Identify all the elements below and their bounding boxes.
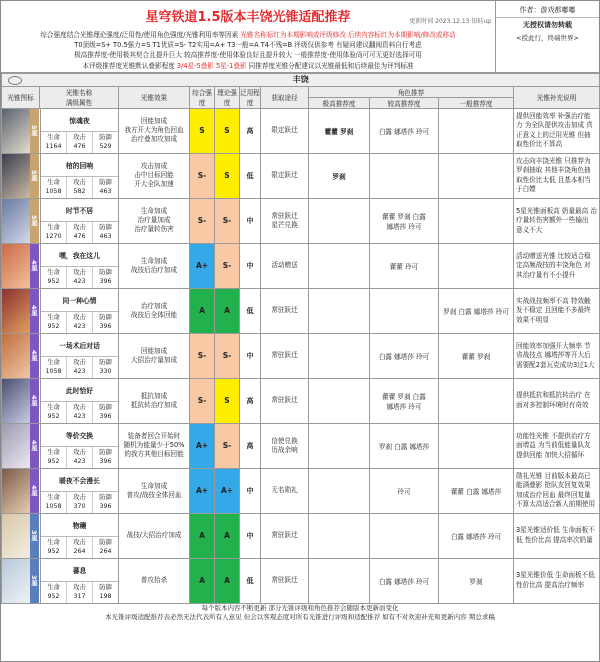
stat-atk: 370 — [73, 503, 86, 511]
footer-line-1: 每个版本内容不断更新 部分光锥评级和角色推荐会随版本更新而变化 — [201, 603, 399, 612]
cone-icon-cell — [2, 108, 119, 153]
rarity-badge: 4星 — [30, 469, 39, 513]
cone-note: 提供回能效率 补强治疗能力 为全队提供攻击加成 真正意义上的泛用光锥 但抽取性价比不算高 — [514, 108, 600, 153]
usage-level: 高 — [240, 378, 261, 423]
obtain-method: 限定跃迁 — [261, 153, 309, 198]
cone-icon — [2, 244, 40, 288]
cone-stats: 生命 1270 攻击 476 防御 463 — [41, 222, 118, 243]
col-obtain: 获取途径 — [261, 86, 309, 108]
stat-hp: 1058 — [45, 188, 62, 196]
usage-level: 中 — [240, 198, 261, 243]
cone-note: 勋礼光锥 目前版本最高已能满叠影 抢队友回复效果 加成治疗回血 最终回复量不算太高适合新人前期使用 — [514, 468, 600, 513]
overall-rating: A+ — [190, 468, 215, 513]
stat-hp: 952 — [47, 323, 60, 331]
stat-atk: 423 — [73, 323, 86, 331]
overall-rating: A+ — [190, 243, 215, 288]
usage-level: 高 — [240, 423, 261, 468]
author-slogan: <授此行，终端世界> — [516, 34, 579, 42]
cone-icon-cell — [2, 468, 119, 513]
note-line-4: 本评级推荐度光锥默认叠影程度 3/4星-5叠影 5星-1叠影 同推荐度光锥分配建议以光锥最低和后续最佳为评判标准 — [82, 61, 414, 70]
cone-stats: 生命 952 攻击 423 防御 396 — [41, 267, 118, 288]
stat-def: 198 — [99, 593, 112, 601]
stat-def: 396 — [99, 458, 112, 466]
cone-note: 3星光锥适价低 生命面板不低 性价比高 提高率次奶量 — [514, 513, 600, 558]
obtain-method: 常驻跃迁 — [261, 333, 309, 378]
theory-rating: A — [215, 288, 240, 333]
rec-mid: 藿藿 玲可 — [370, 243, 439, 288]
footer — [1, 604, 599, 622]
cone-art — [2, 289, 30, 333]
cone-art — [2, 109, 30, 153]
cone-art — [2, 379, 30, 423]
stat-def: 264 — [99, 548, 112, 556]
copyright-label: 无授权请勿转载 — [523, 21, 572, 29]
table-row — [2, 108, 600, 153]
rating-notes — [1, 29, 495, 72]
rarity-badge: 5星 — [30, 154, 39, 198]
stat-atk: 582 — [73, 188, 86, 196]
cone-stats: 生命 1058 攻击 423 防御 330 — [41, 357, 118, 378]
usage-level: 中 — [240, 513, 261, 558]
rec-low: 藿藿 罗刹 — [439, 333, 514, 378]
stat-def: 396 — [99, 278, 112, 286]
stat-atk: 423 — [73, 413, 86, 421]
cone-art — [2, 334, 30, 378]
table-row — [2, 558, 600, 603]
cone-icon-cell — [2, 288, 119, 333]
overall-rating: S- — [190, 198, 215, 243]
theory-rating: S- — [215, 333, 240, 378]
col-usage: 泛用程度 — [240, 86, 261, 108]
rec-mid: 白露 娜塔莎 玲可 — [370, 558, 439, 603]
rec-low — [439, 243, 514, 288]
cone-icon-cell — [2, 243, 119, 288]
theory-rating: S — [215, 108, 240, 153]
overall-rating: A — [190, 288, 215, 333]
rec-mid: 藿藿 罗刹 白露 娜塔莎 玲可 — [370, 198, 439, 243]
usage-level: 低 — [240, 153, 261, 198]
usage-level: 高 — [240, 108, 261, 153]
rarity-badge: 3星 — [30, 514, 39, 558]
stat-def: 396 — [99, 413, 112, 421]
header — [1, 1, 599, 73]
stat-hp: 1058 — [45, 368, 62, 376]
theory-rating: S — [215, 153, 240, 198]
rec-low: 白露 娜塔莎 玲可 — [439, 513, 514, 558]
page-title: 星穹铁道1.5版本丰饶光锥适配推荐 — [145, 9, 351, 25]
stat-hp: 1270 — [45, 233, 62, 241]
rec-high — [309, 468, 370, 513]
cone-note: 提供抵抗和抵抗转治疗 在面对多控制环境时有奇效 — [514, 378, 600, 423]
cone-effect: 攻击加成 击中目标回能 开大全队加速 — [119, 153, 190, 198]
stat-atk: 423 — [73, 368, 86, 376]
rec-low — [439, 153, 514, 198]
cone-name: 时节不居 — [41, 199, 118, 222]
cone-icon-cell — [2, 378, 119, 423]
cone-stats: 生命 1058 攻击 582 防御 463 — [41, 177, 118, 198]
note-line-1: 综合强度结合光锥理论强度/泛用性/使用角色强度/光锥利用率等因素 光锥名称标红为本期影响或评级修改 后续内容标红为本期影响/修改或移动 — [40, 31, 456, 39]
cone-art — [2, 469, 30, 513]
rec-low — [439, 378, 514, 423]
cone-icon — [2, 379, 40, 423]
obtain-method: 限定跃迁 — [261, 108, 309, 153]
overall-rating: S- — [190, 378, 215, 423]
rec-low — [439, 108, 514, 153]
rec-low — [439, 198, 514, 243]
stat-def: 396 — [99, 503, 112, 511]
cone-note: 3星光锥价低 生命面板不低 性价比高 提高治疗频率 — [514, 558, 600, 603]
col-recommend: 角色推荐 — [309, 86, 514, 97]
usage-level: 低 — [240, 558, 261, 603]
cone-note: 实战战技频率不高 特效触发不稳定 且回能不多最终效果不明显 — [514, 288, 600, 333]
rec-mid: 玲可 — [370, 468, 439, 513]
stat-def: 396 — [99, 323, 112, 331]
table-row — [2, 198, 600, 243]
cone-name: 等价交换 — [41, 424, 118, 447]
stat-hp: 952 — [47, 413, 60, 421]
cone-art — [2, 154, 30, 198]
stat-def: 529 — [99, 143, 112, 151]
cone-art — [2, 199, 30, 243]
rarity-badge: 4星 — [30, 379, 39, 423]
path-logo-icon — [8, 76, 22, 85]
rec-mid: 藿藿 罗刹 白露 娜塔莎 玲可 — [370, 378, 439, 423]
rec-mid: 白露 娜塔莎 玲可 — [370, 333, 439, 378]
cone-name: 惊魂夜 — [41, 109, 118, 132]
overall-rating: S- — [190, 333, 215, 378]
rec-high — [309, 243, 370, 288]
obtain-method: 无名勋礼 — [261, 468, 309, 513]
col-high: 极高推荐度 — [309, 97, 370, 108]
cone-art — [2, 244, 30, 288]
stat-def: 463 — [99, 233, 112, 241]
rec-low: 罗刹 — [439, 558, 514, 603]
cone-icon — [2, 334, 40, 378]
section-row — [2, 73, 600, 86]
overall-rating: A — [190, 558, 215, 603]
cone-icon — [2, 199, 40, 243]
cone-icon — [2, 469, 40, 513]
cone-name: 同一种心情 — [41, 289, 118, 312]
theory-rating: S — [215, 378, 240, 423]
rec-high — [309, 333, 370, 378]
table-row — [2, 378, 600, 423]
theory-rating: S- — [215, 198, 240, 243]
cone-effect: 装备者回合开始时 随机为能量少于50% 的我方其他目标回能 — [119, 423, 190, 468]
col-note: 光锥补充说明 — [514, 86, 600, 108]
overall-rating: A+ — [190, 423, 215, 468]
stat-atk: 476 — [73, 233, 86, 241]
stat-atk: 264 — [73, 548, 86, 556]
stat-atk: 317 — [73, 593, 86, 601]
col-name: 光锥名称 满级属性 — [40, 86, 119, 108]
rec-high — [309, 198, 370, 243]
cone-name: 物穰 — [41, 514, 118, 537]
footer-line-2: 本光锥评级适配推荐表必然无法代表所有人意见 但会以客观态度对所有光锥进行评级和适配推荐 如有不对欢迎补充和更新内容 期总求稿 — [105, 612, 495, 621]
title-bar — [1, 1, 495, 29]
cone-icon-cell — [2, 558, 119, 603]
rarity-badge: 4星 — [30, 424, 39, 468]
cone-icon — [2, 559, 40, 603]
cone-icon-cell — [2, 333, 119, 378]
header-row — [2, 86, 600, 97]
theory-rating: A — [215, 558, 240, 603]
cone-effect: 普攻抬杀 — [119, 558, 190, 603]
obtain-method: 信使兑换 历战余响 — [261, 423, 309, 468]
cone-name: 一场术后对话 — [41, 334, 118, 357]
table-row — [2, 423, 600, 468]
header-main — [1, 1, 496, 72]
cone-icon — [2, 109, 40, 153]
theory-rating: A+ — [215, 468, 240, 513]
stat-hp: 952 — [47, 458, 60, 466]
cone-stats: 生命 1058 攻击 370 防御 396 — [41, 492, 118, 513]
note-line-2: T0顶级=S+ T0.5强力=S T1优质=S- T2实用=A+ T3一般=A T4不残=B 评级仅供参考 有疑问建议翻阅资料自行考虑 — [74, 41, 422, 50]
stat-def: 463 — [99, 188, 112, 196]
usage-level: 中 — [240, 243, 261, 288]
cone-effect: 生命加成 普攻/战技全体回血 — [119, 468, 190, 513]
cone-effect: 生命加成 治疗量加成 治疗量转伤害 — [119, 198, 190, 243]
stat-hp: 952 — [47, 548, 60, 556]
rec-mid — [370, 288, 439, 333]
table-row — [2, 468, 600, 513]
col-mid: 较高推荐度 — [370, 97, 439, 108]
rec-high — [309, 423, 370, 468]
cone-art — [2, 559, 30, 603]
cone-effect: 生命加成 战技后治疗加成 — [119, 243, 190, 288]
cone-stats: 生命 952 攻击 264 防御 264 — [41, 537, 118, 558]
cone-icon — [2, 289, 40, 333]
usage-level: 中 — [240, 333, 261, 378]
note-line-3: 极高推荐度-使用极其契合且提升巨大 较高推荐度-使用体验良好且提升较大 一般推荐度-使用体验尚可可无更好选择可用 — [74, 51, 422, 60]
table-row — [2, 333, 600, 378]
col-theory: 理论强度 — [215, 86, 240, 108]
cone-stats: 生命 952 攻击 423 防御 396 — [41, 402, 118, 423]
cone-stats: 生命 952 攻击 317 防御 198 — [41, 582, 118, 603]
cone-icon — [2, 154, 40, 198]
table-row — [2, 153, 600, 198]
cone-name: 暖夜不会漫长 — [41, 469, 118, 492]
rec-mid: 罗刹 白露 娜塔莎 — [370, 423, 439, 468]
stat-def: 330 — [99, 368, 112, 376]
rec-low: 藿藿 白露 娜塔莎 — [439, 468, 514, 513]
cone-stats: 生命 952 攻击 423 防御 396 — [41, 447, 118, 468]
cone-name: 此时恰好 — [41, 379, 118, 402]
cone-effect: 回能加成 大招治疗量加成 — [119, 333, 190, 378]
stat-hp: 952 — [47, 593, 60, 601]
cone-icon — [2, 514, 40, 558]
cone-art — [2, 424, 30, 468]
rarity-badge: 5星 — [30, 109, 39, 153]
rarity-badge: 5星 — [30, 199, 39, 243]
rec-low — [439, 423, 514, 468]
col-icon: 光锥图标 — [2, 86, 40, 108]
obtain-method: 常驻跃迁 — [261, 288, 309, 333]
table-row — [2, 243, 600, 288]
rarity-badge: 4星 — [30, 244, 39, 288]
rec-mid — [370, 153, 439, 198]
col-overall: 综合强度 — [190, 86, 215, 108]
theory-rating: S- — [215, 423, 240, 468]
cone-name: 嘿，我在这儿 — [41, 244, 118, 267]
table-row — [2, 288, 600, 333]
cone-note: 攻击向丰饶光锥 只推荐为罗刹抽取 其他丰饶角色抽取性价比太低 且基本相当于白嫖 — [514, 153, 600, 198]
cone-note: 功能性光锥 不提供治疗方面增益 为当前低能量队友提供回能 加快大招循环 — [514, 423, 600, 468]
theory-rating: S- — [215, 243, 240, 288]
cone-effect: 抵抗加成 抵抗转治疗加成 — [119, 378, 190, 423]
rec-high — [309, 558, 370, 603]
obtain-method: 活动赠送 — [261, 243, 309, 288]
col-effect: 光锥效果 — [119, 86, 190, 108]
rarity-badge: 4星 — [30, 289, 39, 333]
usage-level: 中 — [240, 468, 261, 513]
cone-effect: 回能加成 我方开大为角色回血 治疗叠加攻加成 — [119, 108, 190, 153]
cone-note: 活动赠送光锥 比较适合稳定高频战技的丰饶角色 对其治疗量有不小提升 — [514, 243, 600, 288]
cone-icon-cell — [2, 198, 119, 243]
cone-art — [2, 514, 30, 558]
rec-mid — [370, 513, 439, 558]
rarity-badge: 4星 — [30, 334, 39, 378]
stat-hp: 952 — [47, 278, 60, 286]
rec-high — [309, 513, 370, 558]
rec-mid: 白露 娜塔莎 玲可 — [370, 108, 439, 153]
overall-rating: A — [190, 513, 215, 558]
rec-high — [309, 378, 370, 423]
usage-level: 低 — [240, 288, 261, 333]
update-date: 更新时间 2023.12.13 银蛙up — [409, 18, 491, 25]
cone-note: 回能效率加强开大频率 节省战技点 娜塔莎等开大后需要配2套瓦克成功3过1大 — [514, 333, 600, 378]
rec-high: 藿藿 罗刹 — [309, 108, 370, 153]
rarity-badge: 3星 — [30, 559, 39, 603]
cone-note: 5星光锥面板高 奶量最高 治疗量转伤害额外一些输出 意义不大 — [514, 198, 600, 243]
cone-effect: 战技/大招治疗加成 — [119, 513, 190, 558]
cone-icon-cell — [2, 513, 119, 558]
cone-icon-cell — [2, 153, 119, 198]
obtain-method: 常驻跃迁 — [261, 513, 309, 558]
cone-icon — [2, 424, 40, 468]
col-low: 一般推荐度 — [439, 97, 514, 108]
rec-low: 罗刹 白露 娜塔莎 玲可 — [439, 288, 514, 333]
author-box — [496, 1, 599, 72]
stat-hp: 1058 — [45, 503, 62, 511]
stat-hp: 1164 — [45, 143, 62, 151]
author-label: 作者：游戏都嘟嘟 — [496, 1, 599, 18]
cone-table — [1, 73, 600, 604]
cone-effect: 治疗加成 战技后全体回能 — [119, 288, 190, 333]
stat-atk: 423 — [73, 278, 86, 286]
obtain-method: 常驻跃迁 — [261, 558, 309, 603]
cone-stats: 生命 952 攻击 423 防御 396 — [41, 312, 118, 333]
cone-icon-cell — [2, 423, 119, 468]
stat-atk: 476 — [73, 143, 86, 151]
obtain-method: 常驻跃迁 星芒兑换 — [261, 198, 309, 243]
overall-rating: S- — [190, 153, 215, 198]
cone-name: 棺的回响 — [41, 154, 118, 177]
cone-name: 蕃息 — [41, 559, 118, 582]
rec-high: 罗刹 — [309, 153, 370, 198]
table-row — [2, 513, 600, 558]
cone-stats: 生命 1164 攻击 476 防御 529 — [41, 132, 118, 153]
stat-atk: 423 — [73, 458, 86, 466]
rec-high — [309, 288, 370, 333]
section-title: 丰饶 — [292, 75, 309, 85]
theory-rating: A — [215, 513, 240, 558]
overall-rating: S — [190, 108, 215, 153]
obtain-method: 常驻跃迁 — [261, 378, 309, 423]
